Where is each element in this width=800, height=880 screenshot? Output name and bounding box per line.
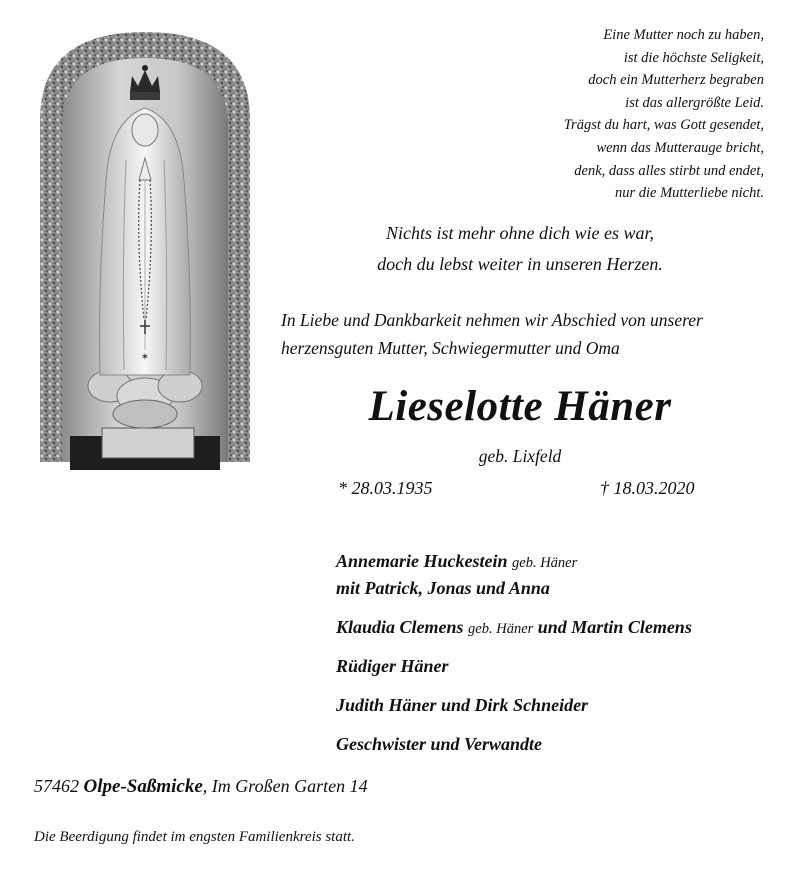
quote-line: Nichts ist mehr ohne dich wie es war, (386, 223, 654, 243)
mourner-line (336, 551, 577, 572)
poem-line: denk, dass alles stirbt und endet, (574, 162, 764, 179)
street: , Im Großen Garten 14 (202, 776, 368, 796)
mourner-line: Rüdiger Häner (336, 656, 449, 676)
poem-line: Eine Mutter noch zu haben, (603, 27, 764, 43)
mourner-line (336, 617, 692, 638)
death-date: † 18.03.2020 (600, 478, 695, 498)
mourner-name: und Martin Clemens (537, 617, 692, 637)
mourner-name: Klaudia Clemens (336, 617, 464, 637)
intro-line: herzensguten Mutter, Schwiegermutter und Oma (281, 338, 620, 358)
maiden-name-note: geb. Häner (468, 621, 534, 637)
svg-text:✶: ✶ (140, 352, 150, 363)
mourner-name: Annemarie Huckestein (336, 551, 508, 571)
maiden-name-note: geb. Häner (512, 555, 578, 571)
quote-line: doch du lebst weiter in unseren Herzen. (377, 254, 663, 274)
farewell-intro (281, 306, 781, 362)
poem-line: doch ein Mutterherz begraben (588, 72, 764, 89)
city: Olpe-Saßmicke (83, 776, 203, 797)
mourner-line: Judith Häner und Dirk Schneider (336, 695, 589, 715)
zip-code: 57462 (34, 776, 79, 796)
address (34, 776, 368, 798)
poem-line: ist das allergrößte Leid. (625, 94, 764, 111)
funeral-note: Die Beerdigung findet im engsten Familienkreis statt. (34, 829, 355, 845)
intro-line: In Liebe und Dankbarkeit nehmen wir Abschied von unserer (281, 310, 703, 330)
poem-line: Trägst du hart, was Gott gesendet, (563, 117, 764, 134)
mourner-line: Geschwister und Verwandte (336, 734, 543, 754)
poem (464, 24, 764, 205)
madonna-statue-photo (40, 30, 250, 472)
birth-name: geb. Lixfeld (478, 446, 562, 466)
memorial-quote (290, 218, 750, 280)
deceased-name: Lieselotte Häner (368, 383, 672, 430)
mourner-line: mit Patrick, Jonas und Anna (336, 578, 550, 598)
poem-line: ist die höchste Seligkeit, (623, 49, 764, 66)
birth-date: * 28.03.1935 (338, 478, 433, 498)
poem-line: wenn das Mutterauge bricht, (596, 139, 764, 156)
poem-line: nur die Mutterliebe nicht. (615, 185, 764, 202)
